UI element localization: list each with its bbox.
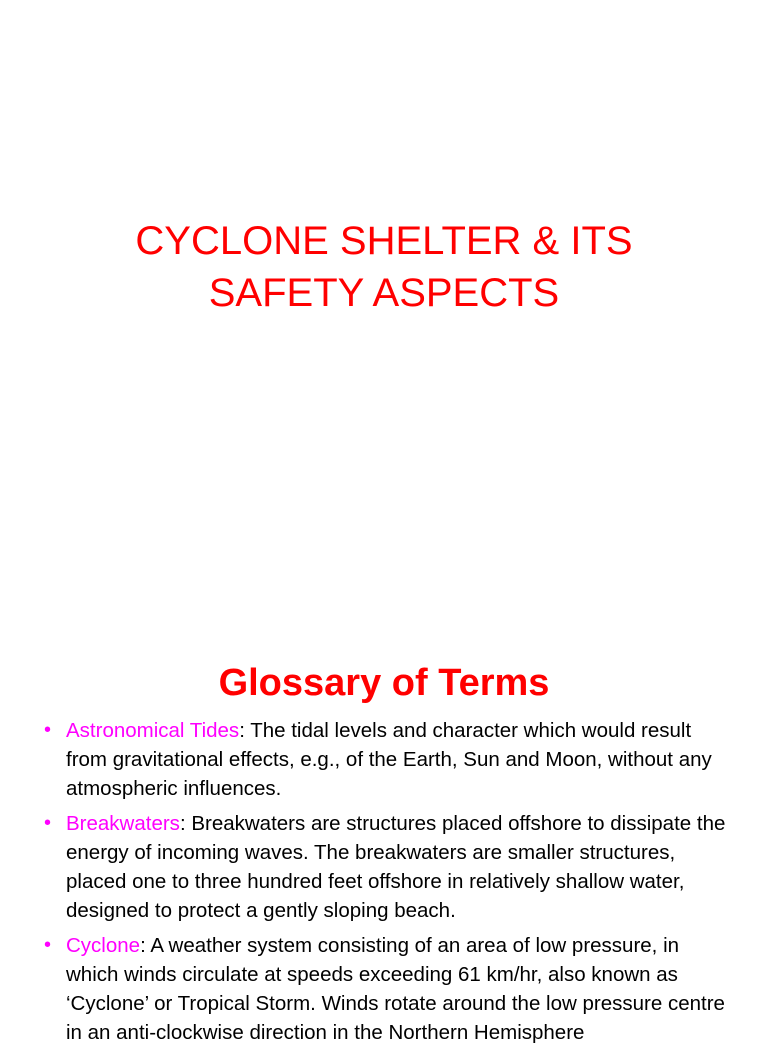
glossary-definition: : A weather system consisting of an area of low pressure, in which winds circulate at speeds exceeding 61 km/hr, also known as ‘Cyclone’ or Tropical Storm. Winds rotate around the low pressure centre in an anti-clockwise direction in the Northern Hemisphere <box>66 934 725 1044</box>
glossary-item-astronomical-tides <box>44 716 734 803</box>
glossary-term: Astronomical Tides <box>66 719 240 742</box>
bullet-icon: • <box>44 812 52 834</box>
glossary-definition: : Breakwaters are structures placed offshore to dissipate the energy of incoming waves. The breakwaters are smaller structures, placed one to three hundred feet offshore in relatively shallow water, designed to protect a gently sloping beach. <box>66 812 726 922</box>
glossary-term: Cyclone <box>66 934 141 957</box>
glossary-definition: : The tidal levels and character which would result from gravitational effects, e.g., of the Earth, Sun and Moon, without any atmospheric influences. <box>66 719 712 800</box>
bullet-icon: • <box>44 934 52 956</box>
glossary-list <box>44 716 734 1053</box>
glossary-title: Glossary of Terms <box>218 661 550 704</box>
glossary-item-breakwaters <box>44 809 734 925</box>
bullet-icon: • <box>44 719 52 741</box>
glossary-slide <box>0 576 768 1044</box>
glossary-item-cyclone <box>44 931 734 1047</box>
glossary-term: Breakwaters <box>66 812 180 835</box>
slide-title-line-2: SAFETY ASPECTS <box>208 270 560 315</box>
slide-title <box>0 215 768 319</box>
slide-title-line-1: CYCLONE SHELTER & ITS <box>135 218 633 263</box>
